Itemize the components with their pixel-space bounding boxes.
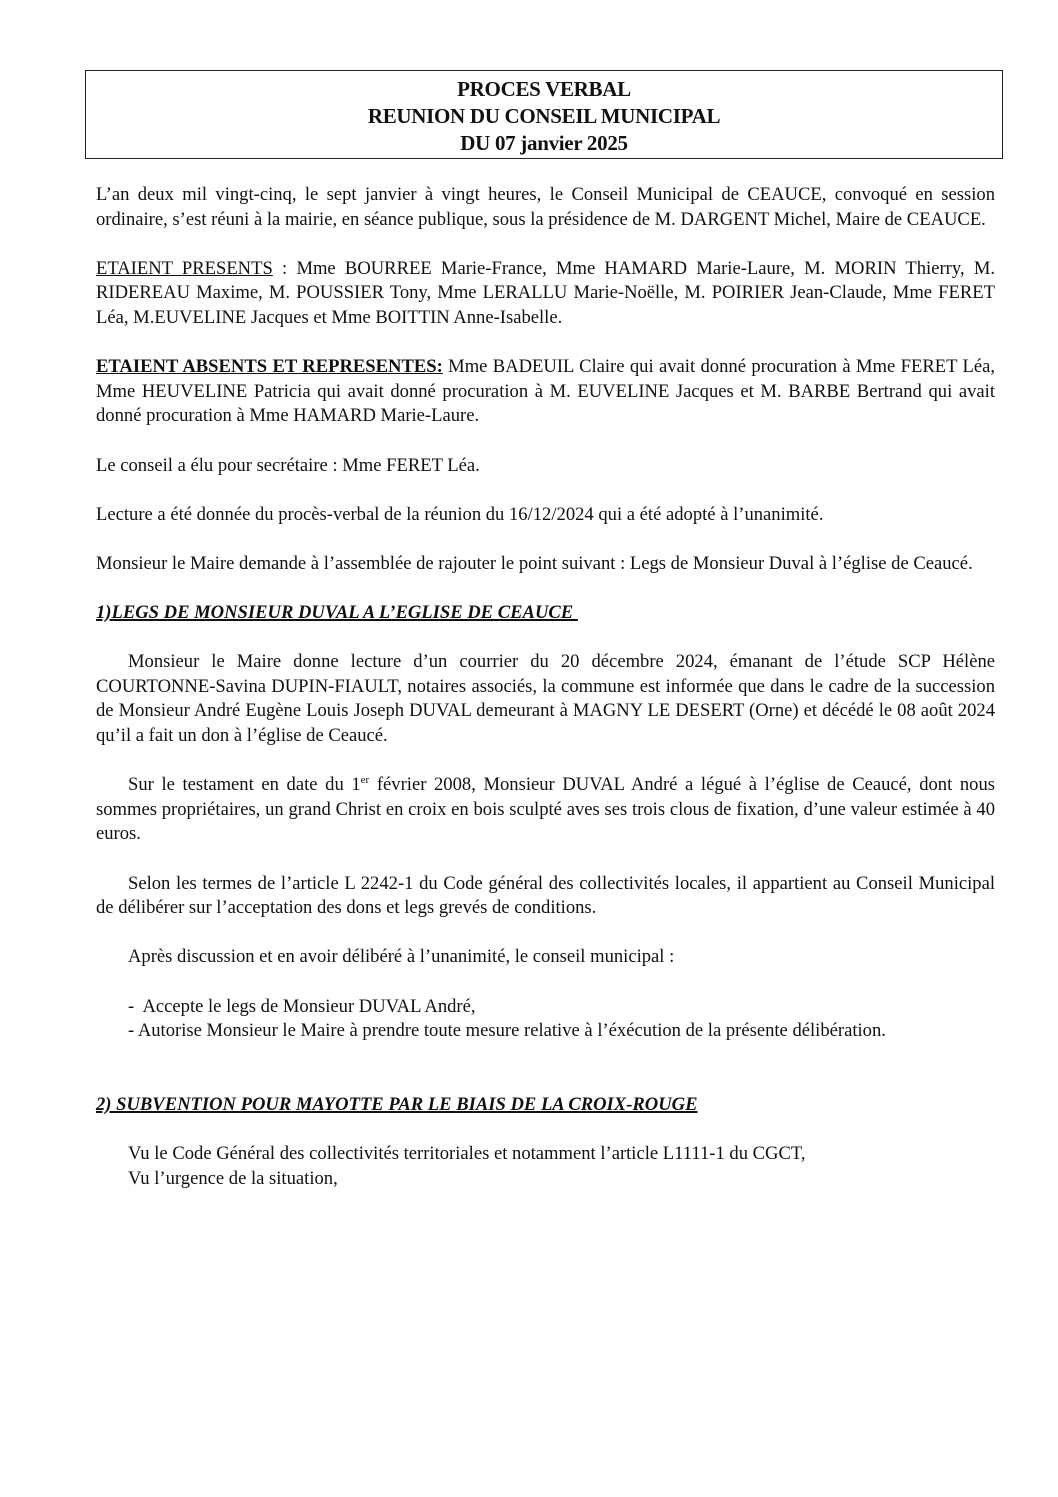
absents-label: ETAIENT ABSENTS ET REPRESENTES: (96, 356, 443, 378)
addition-paragraph: Monsieur le Maire demande à l’assemblée de rajouter le point suivant : Legs de Monsieur Duval à l’église de Ceaucé. (96, 552, 973, 574)
presents-list: Mme BOURREE Marie-France, Mme HAMARD Marie-Laure, M. MORIN Thierry, M. RIDEREAU Maxime, M. POUSSIER Tony, Mme LERALLU Marie-Noëlle, M. POIRIER Jean-Claude, Mme FERET Léa, M.EUVELINE Jacques et Mme BOITTIN Anne-Isabelle. (96, 257, 996, 328)
reading-paragraph: Lecture a été donnée du procès-verbal de la réunion du 16/12/2024 qui a été adopté à l’unanimité. (96, 503, 824, 525)
decision-item-1: - Accepte le legs de Monsieur DUVAL André, (128, 995, 476, 1017)
section-2-title: 2) SUBVENTION POUR MAYOTTE PAR LE BIAIS DE LA CROIX-ROUGE (96, 1093, 698, 1115)
section-2-line-1: Vu le Code Général des collectivités territoriales et notamment l’article L1111-1 du CGCT, (128, 1143, 806, 1165)
document-body (96, 183, 995, 1191)
section-1-title: 1)LEGS DE MONSIEUR DUVAL A L’EGLISE DE CEAUCE (96, 602, 578, 624)
document-title-box (85, 70, 1003, 159)
absents-paragraph (96, 355, 995, 429)
ordinal-superscript: er (360, 774, 370, 787)
intro-paragraph: L’an deux mil vingt-cinq, le sept janvier à vingt heures, le Conseil Municipal de CEAUCE, convoqué en session ordinaire, s’est réuni à la mairie, en séance publique, sous la présidence de M. DARGENT Michel, Maire de CEAUCE. (96, 184, 995, 230)
title-line-1: PROCES VERBAL (457, 77, 631, 101)
presents-paragraph (96, 257, 995, 331)
presents-separator: : (272, 257, 297, 279)
section-1-paragraph-1: Monsieur le Maire donne lecture d’un courrier du 20 décembre 2024, émanant de l’étude SCP Hélène COURTONNE-Savina DUPIN-FIAULT, notaires associés, la commune est informée que dans le cadre de la succession de Monsieur André Eugène Louis Joseph DUVAL demeurant à MAGNY LE DESERT (Orne) et décédé le 08 août 2024 qu’il a fait un don à l’église de Ceaucé. (96, 651, 995, 747)
decision-item-2: - Autorise Monsieur le Maire à prendre toute mesure relative à l’éxécution de la présente délibération. (128, 1020, 886, 1042)
section-2-line-2: Vu l’urgence de la situation, (128, 1167, 338, 1189)
absents-list: Mme BADEUIL Claire qui avait donné procuration à Mme FERET Léa, Mme HEUVELINE Patricia qui avait donné procuration à M. EUVELINE Jacques et M. BARBE Bertrand qui avait donné procuration à Mme HAMARD Marie-Laure. (96, 356, 996, 427)
title-line-3: DU 07 janvier 2025 (460, 131, 628, 155)
presents-label: ETAIENT PRESENTS (96, 257, 273, 279)
title-line-2: REUNION DU CONSEIL MUNICIPAL (367, 104, 721, 128)
section-1-paragraph-2: Sur le testament en date du 1er février 2008, Monsieur DUVAL André a légué à l’église de Ceaucé, dont nous sommes propriétaires, un grand Christ en croix en bois sculpté aves ses trois clous de fixation, d’une valeur estimée à 40 euros. (96, 774, 995, 845)
section-1-paragraph-3: Selon les termes de l’article L 2242-1 du Code général des collectivités locales, il appartient au Conseil Municipal de délibérer sur l’acceptation des dons et legs grevés de conditions. (96, 872, 995, 919)
section-1-paragraph-4: Après discussion et en avoir délibéré à l’unanimité, le conseil municipal : (128, 946, 675, 968)
secretary-paragraph: Le conseil a élu pour secrétaire : Mme FERET Léa. (96, 454, 480, 476)
